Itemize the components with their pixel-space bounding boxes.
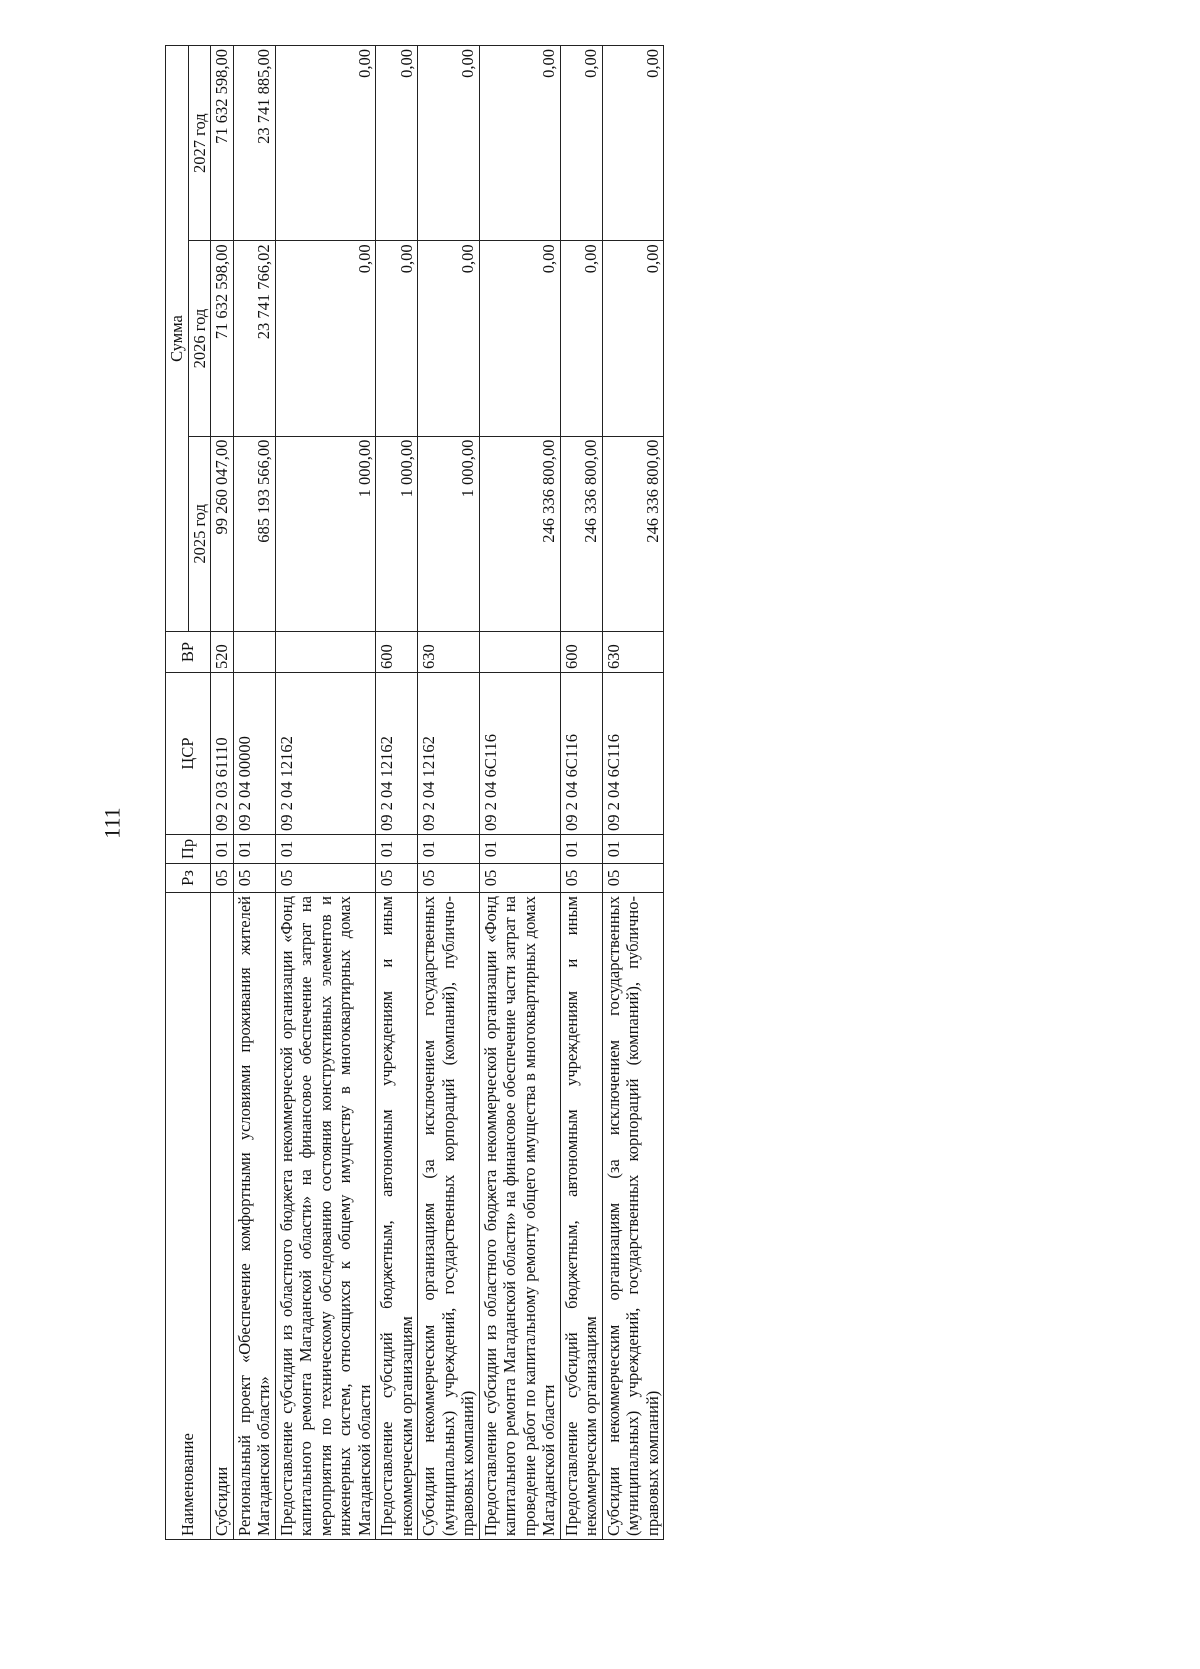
cell-s2026: 0,00 [602,241,664,436]
cell-s2026: 23 741 766,02 [233,241,275,436]
header-row-1 [166,46,189,1540]
cell-vr: 600 [376,632,418,673]
cell-pr: 01 [211,835,234,864]
cell-name: Субсидии некоммерческим организациям (за исключением государственных (муниципальных) учреждений, государственных корпораций (компаний), публично-правовых компаний) [418,893,480,1540]
cell-rz: 05 [560,864,602,893]
cell-csr: 09 2 03 61110 [211,673,234,835]
cell-pr: 01 [376,835,418,864]
cell-s2025: 1 000,00 [275,436,376,631]
cell-rz: 05 [602,864,664,893]
table-row [275,46,376,1540]
cell-vr: 600 [560,632,602,673]
table-row [560,46,602,1540]
cell-vr [275,632,376,673]
cell-s2025: 1 000,00 [418,436,480,631]
cell-s2026: 0,00 [376,241,418,436]
table-body [211,46,664,1540]
header-sum: Сумма [166,46,189,632]
cell-rz: 05 [275,864,376,893]
cell-s2025: 246 336 800,00 [479,436,560,631]
cell-vr [479,632,560,673]
header-2027: 2027 год [188,46,211,241]
cell-s2026: 71 632 598,00 [211,241,234,436]
cell-csr: 09 2 04 6С116 [479,673,560,835]
cell-s2026: 0,00 [275,241,376,436]
cell-s2027: 0,00 [479,46,560,241]
table-row [376,46,418,1540]
table-row [211,46,234,1540]
cell-name: Предоставление субсидии из областного бюджета некоммерческой организации «Фонд капитального ремонта Магаданской области» на финансовое обеспечение части затрат на проведение работ по капитальному ремонту общего имущества в многоквартирных домах Магаданской области [479,893,560,1540]
cell-s2027: 0,00 [275,46,376,241]
cell-csr: 09 2 04 12162 [275,673,376,835]
cell-s2027: 71 632 598,00 [211,46,234,241]
cell-pr: 01 [418,835,480,864]
page-number: 111 [99,807,125,839]
cell-rz: 05 [418,864,480,893]
cell-pr: 01 [479,835,560,864]
header-pr: Пр [166,835,211,864]
cell-name: Субсидии некоммерческим организациям (за исключением государственных (муниципальных) учреждений, государственных корпораций (компаний), публично-правовых компаний) [602,893,664,1540]
cell-s2026: 0,00 [418,241,480,436]
header-csr: ЦСР [166,673,211,835]
cell-name: Субсидии [211,893,234,1540]
cell-s2027: 0,00 [602,46,664,241]
cell-vr [233,632,275,673]
cell-csr: 09 2 04 6С116 [602,673,664,835]
cell-rz: 05 [211,864,234,893]
cell-s2025: 685 193 566,00 [233,436,275,631]
cell-vr: 630 [418,632,480,673]
cell-vr: 520 [211,632,234,673]
cell-csr: 09 2 04 12162 [376,673,418,835]
cell-name: Предоставление субсидии из областного бюджета некоммерческой организации «Фонд капитального ремонта Магаданской области» на финансовое обеспечение затрат на мероприятия по техническому обследованию состояния конструктивных элементов и инженерных систем, относящихся к общему имуществу в многоквартирных домах Магаданской области [275,893,376,1540]
cell-name: Региональный проект «Обеспечение комфортными условиями проживания жителей Магаданской области» [233,893,275,1540]
header-2025: 2025 год [188,436,211,631]
budget-table-container [165,45,1200,1540]
cell-vr: 630 [602,632,664,673]
cell-rz: 05 [376,864,418,893]
table-row [418,46,480,1540]
header-name: Наименование [166,893,211,1540]
header-vr: ВР [166,632,211,673]
cell-csr: 09 2 04 00000 [233,673,275,835]
cell-pr: 01 [275,835,376,864]
cell-s2027: 0,00 [560,46,602,241]
cell-s2027: 0,00 [376,46,418,241]
header-rz: Рз [166,864,211,893]
header-2026: 2026 год [188,241,211,436]
cell-rz: 05 [479,864,560,893]
cell-s2025: 99 260 047,00 [211,436,234,631]
cell-s2025: 1 000,00 [376,436,418,631]
cell-name: Предоставление субсидий бюджетным, автономным учреждениям и иным некоммерческим организациям [376,893,418,1540]
cell-s2026: 0,00 [560,241,602,436]
budget-table [165,45,664,1540]
cell-csr: 09 2 04 6С116 [560,673,602,835]
cell-csr: 09 2 04 12162 [418,673,480,835]
cell-pr: 01 [602,835,664,864]
cell-s2027: 23 741 885,00 [233,46,275,241]
table-row [602,46,664,1540]
table-row [479,46,560,1540]
cell-name: Предоставление субсидий бюджетным, автономным учреждениям и иным некоммерческим организациям [560,893,602,1540]
cell-s2027: 0,00 [418,46,480,241]
table-row [233,46,275,1540]
cell-s2025: 246 336 800,00 [602,436,664,631]
cell-s2025: 246 336 800,00 [560,436,602,631]
cell-pr: 01 [560,835,602,864]
cell-rz: 05 [233,864,275,893]
cell-s2026: 0,00 [479,241,560,436]
cell-pr: 01 [233,835,275,864]
